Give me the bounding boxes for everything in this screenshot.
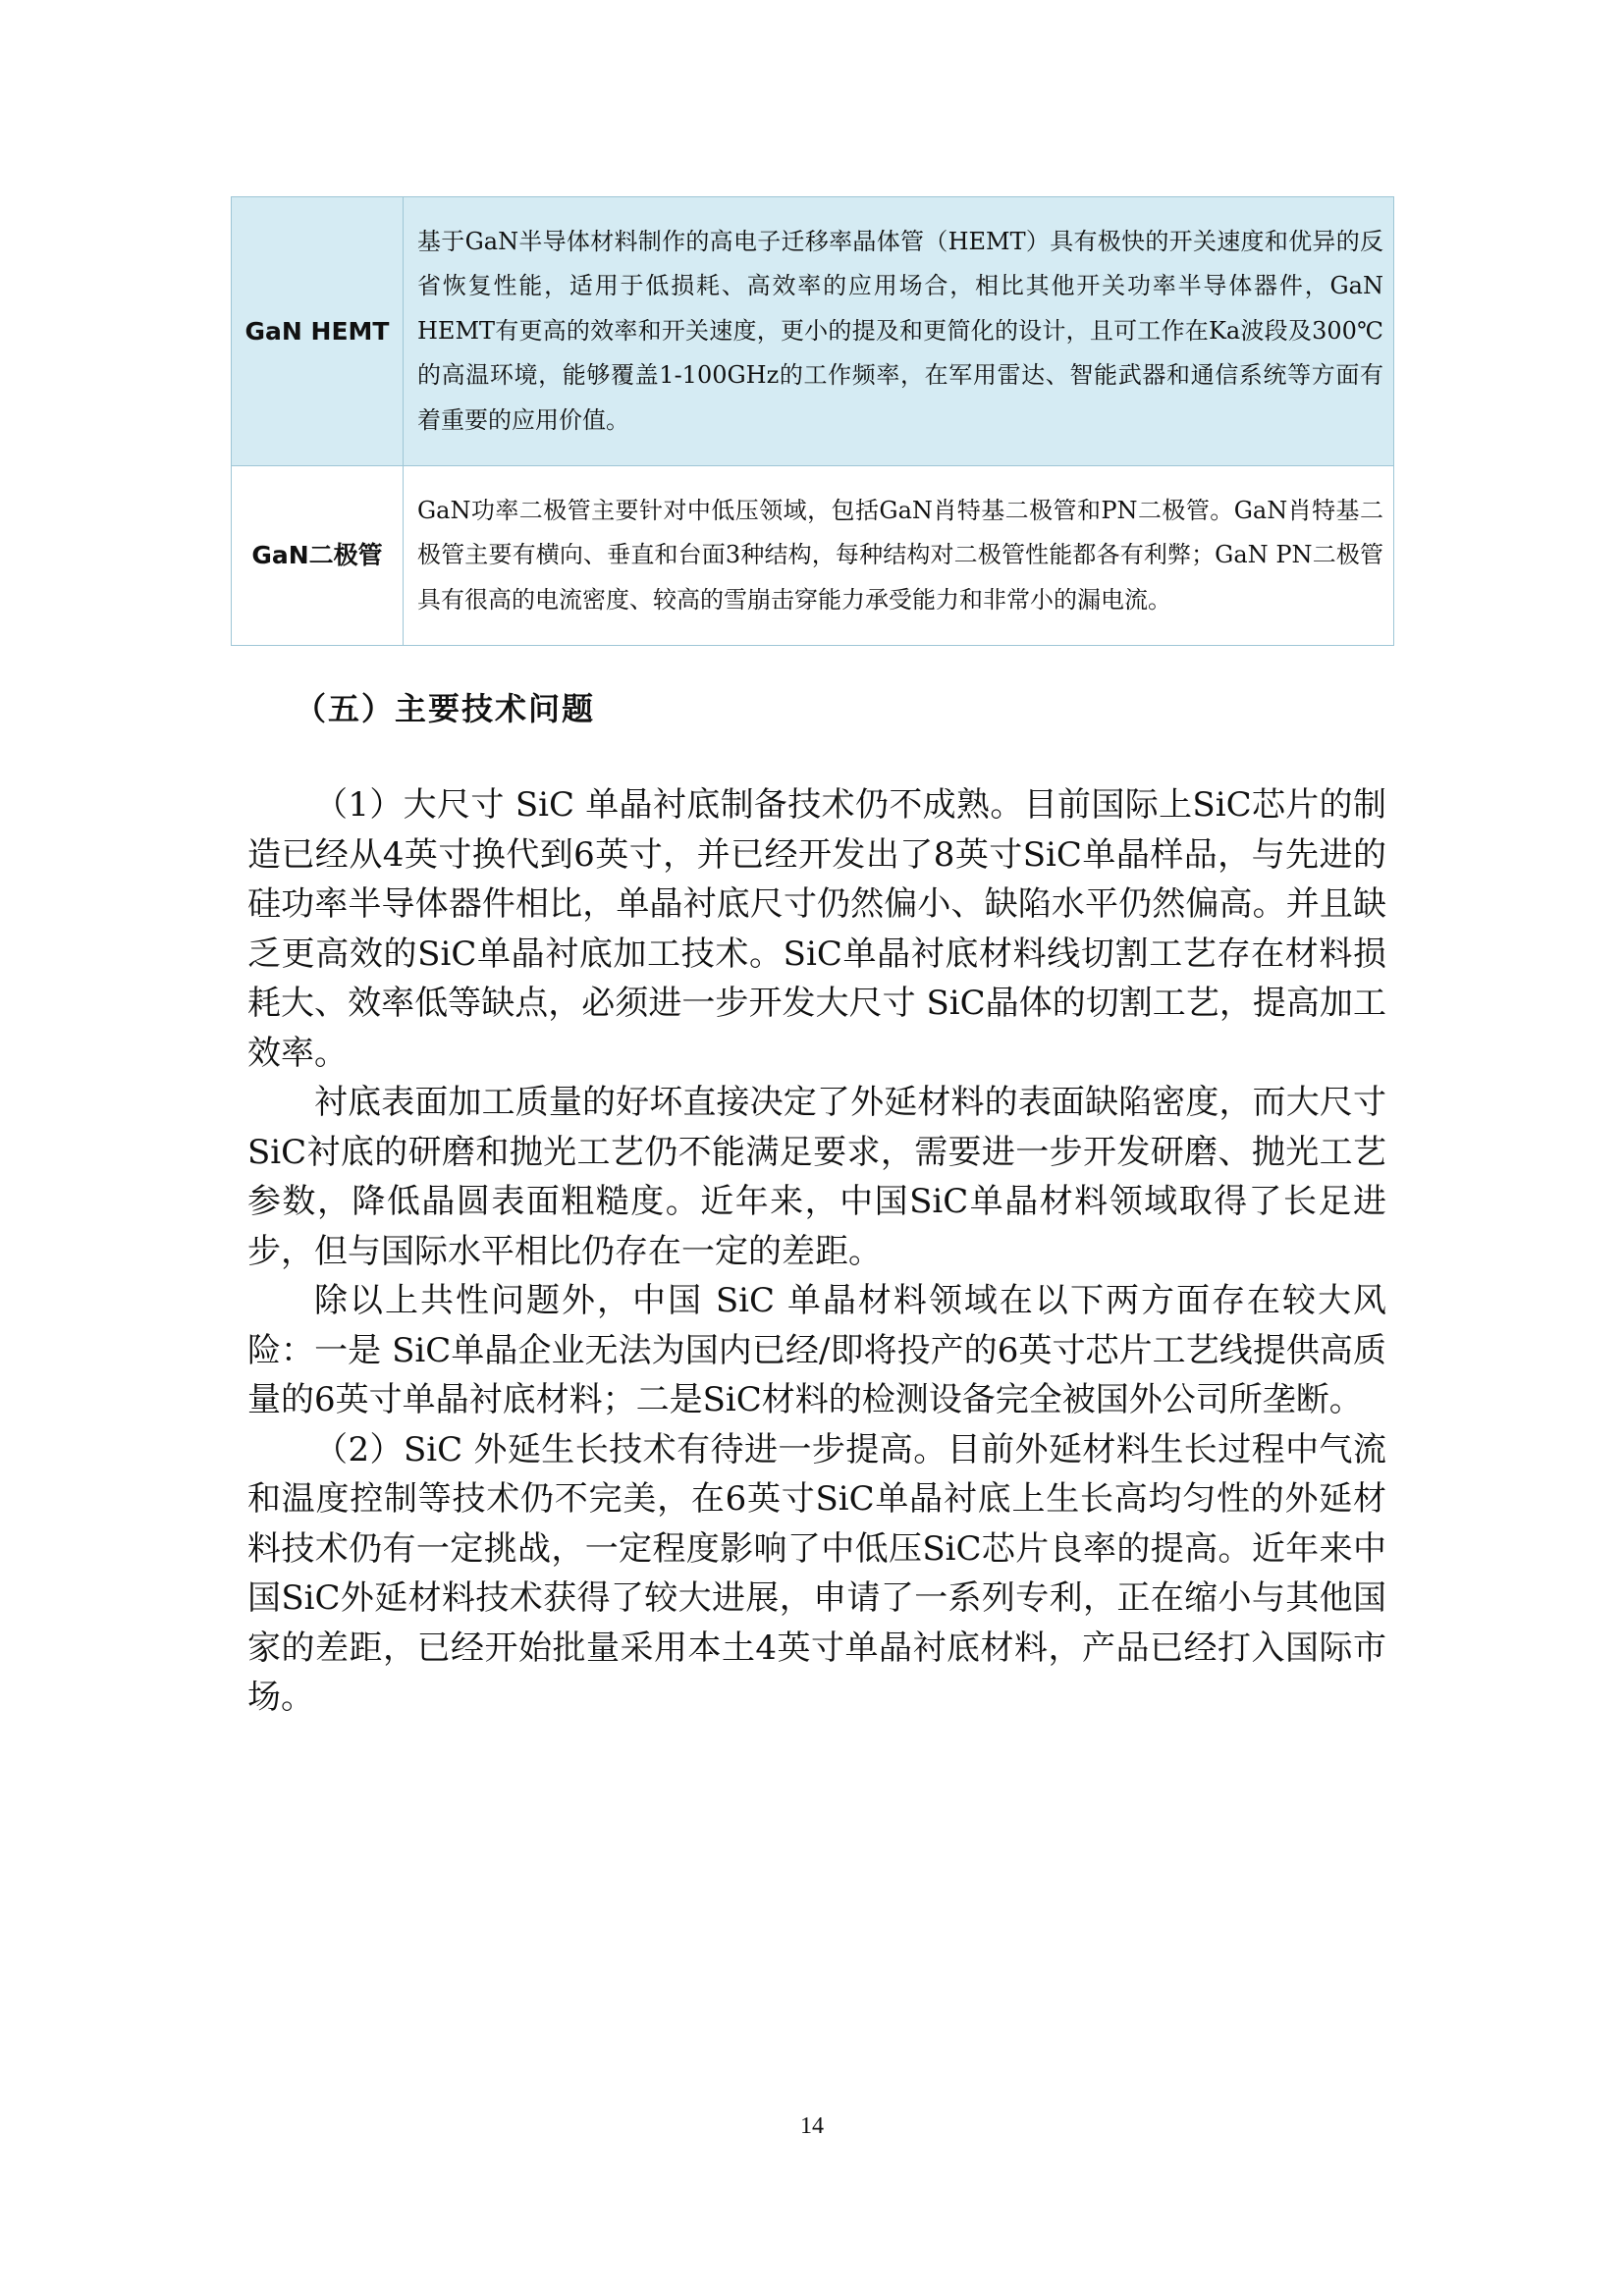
device-name-cell: GaN HEMT	[232, 197, 404, 466]
device-description-cell: 基于GaN半导体材料制作的高电子迁移率晶体管（HEMT）具有极快的开关速度和优异的反省恢复性能，适用于低损耗、高效率的应用场合，相比其他开关功率半导体器件，GaN HEMT有更高的效率和开关速度，更小的提及和更简化的设计，且可工作在Ka波段及300℃的高温环境，能够覆盖1-100GHz的工作频率，在军用雷达、智能武器和通信系统等方面有着重要的应用价值。	[404, 197, 1394, 466]
body-text	[247, 780, 1386, 1723]
device-description-cell: GaN功率二极管主要针对中低压领域，包括GaN肖特基二极管和PN二极管。GaN肖特基二极管主要有横向、垂直和台面3种结构，每种结构对二极管性能都各有利弊；GaN PN二极管具有很高的电流密度、较高的雪崩击穿能力承受能力和非常小的漏电流。	[404, 466, 1394, 646]
paragraph: 衬底表面加工质量的好坏直接决定了外延材料的表面缺陷密度，而大尺寸 SiC衬底的研磨和抛光工艺仍不能满足要求，需要进一步开发研磨、抛光工艺参数，降低晶圆表面粗糙度。近年来，中国SiC单晶材料领域取得了长足进步，但与国际水平相比仍存在一定的差距。	[247, 1083, 1386, 1271]
table-row	[232, 197, 1394, 466]
paragraph: （2）SiC 外延生长技术有待进一步提高。目前外延材料生长过程中气流和温度控制等技术仍不完美，在6英寸SiC单晶衬底上生长高均匀性的外延材料技术仍有一定挑战，一定程度影响了中低压SiC芯片良率的提高。近年来中国SiC外延材料技术获得了较大进展，申请了一系列专利，正在缩小与其他国家的差距，已经开始批量采用本土4英寸单晶衬底材料，产品已经打入国际市场。	[247, 1429, 1386, 1717]
page-number: 14	[800, 2113, 824, 2139]
section-heading: （五）主要技术问题	[295, 690, 596, 727]
device-name-cell: GaN二极管	[232, 466, 404, 646]
paragraph: 除以上共性问题外，中国 SiC 单晶材料领域在以下两方面存在较大风险：一是 SiC单晶企业无法为国内已经/即将投产的6英寸芯片工艺线提供高质量的6英寸单晶衬底材料；二是SiC材料的检测设备完全被国外公司所垄断。	[247, 1281, 1386, 1419]
device-table	[231, 196, 1394, 646]
table-row	[232, 466, 1394, 646]
paragraph: （1）大尺寸 SiC 单晶衬底制备技术仍不成熟。目前国际上SiC芯片的制造已经从4英寸换代到6英寸，并已经开发出了8英寸SiC单晶样品，与先进的硅功率半导体器件相比，单晶衬底尺寸仍然偏小、缺陷水平仍然偏高。并且缺乏更高效的SiC单晶衬底加工技术。SiC单晶衬底材料线切割工艺存在材料损耗大、效率低等缺点，必须进一步开发大尺寸 SiC晶体的切割工艺，提高加工效率。	[247, 785, 1386, 1073]
